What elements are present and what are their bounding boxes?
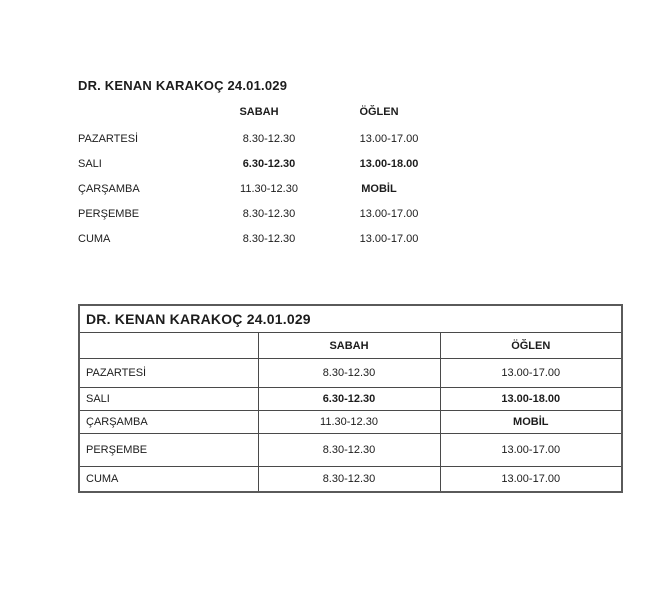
column-header-sabah: SABAH (239, 105, 279, 118)
schedule-row-sali (78, 151, 548, 176)
oglen-cell: 13.00-17.00 (440, 359, 622, 388)
sabah-cell: 8.30-12.30 (258, 359, 440, 388)
oglen-hours (328, 183, 450, 195)
day-label: ÇARŞAMBA (78, 182, 140, 195)
oglen-hours: 13.00-17.00 (359, 207, 419, 220)
table-column-header-oglen: ÖĞLEN (440, 333, 622, 359)
schedule-plain-block (78, 78, 548, 251)
day-label: SALI (78, 157, 102, 170)
oglen-hours: 13.00-17.00 (359, 232, 419, 245)
table-row-cuma (79, 467, 622, 493)
sabah-hours: 11.30-12.30 (240, 182, 298, 195)
table-row-carsamba (79, 411, 622, 434)
table-header-row (79, 333, 622, 359)
sabah-cell: 8.30-12.30 (258, 434, 440, 467)
oglen-cell: 13.00-17.00 (440, 434, 622, 467)
sabah-cell: 6.30-12.30 (258, 388, 440, 411)
day-label: PERŞEMBE (78, 207, 140, 220)
oglen-cell: 13.00-18.00 (440, 388, 622, 411)
plain-header-row (78, 99, 548, 124)
schedule-row-cuma (78, 226, 548, 251)
day-cell: SALI (79, 388, 258, 411)
oglen-cell: 13.00-17.00 (440, 467, 622, 493)
oglen-hours: 13.00-18.00 (359, 157, 419, 170)
table-doctor-title: DR. KENAN KARAKOÇ 24.01.029 (79, 305, 622, 333)
oglen-hours: 13.00-17.00 (359, 132, 419, 145)
day-label: PAZARTESİ (78, 132, 139, 145)
sabah-hours: 8.30-12.30 (242, 232, 296, 245)
mobil-label: MOBİL (361, 182, 397, 195)
sabah-hours: 6.30-12.30 (242, 157, 296, 170)
sabah-cell: 11.30-12.30 (258, 411, 440, 434)
oglen-cell: MOBİL (440, 411, 622, 434)
table-row-pazartesi (79, 359, 622, 388)
column-header-oglen: ÖĞLEN (359, 105, 399, 118)
day-label: CUMA (78, 232, 111, 245)
schedule-row-pazartesi (78, 126, 548, 151)
schedule-row-carsamba (78, 176, 548, 201)
day-cell: PAZARTESİ (79, 359, 258, 388)
schedule-table (78, 304, 623, 493)
plain-header-oglen-cell (328, 106, 450, 118)
day-cell: CUMA (79, 467, 258, 493)
sabah-hours: 8.30-12.30 (242, 132, 296, 145)
sabah-cell: 8.30-12.30 (258, 467, 440, 493)
day-cell: PERŞEMBE (79, 434, 258, 467)
plain-data-rows (78, 126, 548, 251)
table-column-header-sabah: SABAH (258, 333, 440, 359)
doctor-schedule-title: DR. KENAN KARAKOÇ 24.01.029 (78, 78, 288, 93)
table-row-sali (79, 388, 622, 411)
plain-header-sabah-cell (210, 106, 328, 118)
sabah-hours: 8.30-12.30 (242, 207, 296, 220)
schedule-row-persembe (78, 201, 548, 226)
day-cell: ÇARŞAMBA (79, 411, 258, 434)
table-title-row (79, 305, 622, 333)
table-header-day-spacer (79, 333, 258, 359)
table-row-persembe (79, 434, 622, 467)
